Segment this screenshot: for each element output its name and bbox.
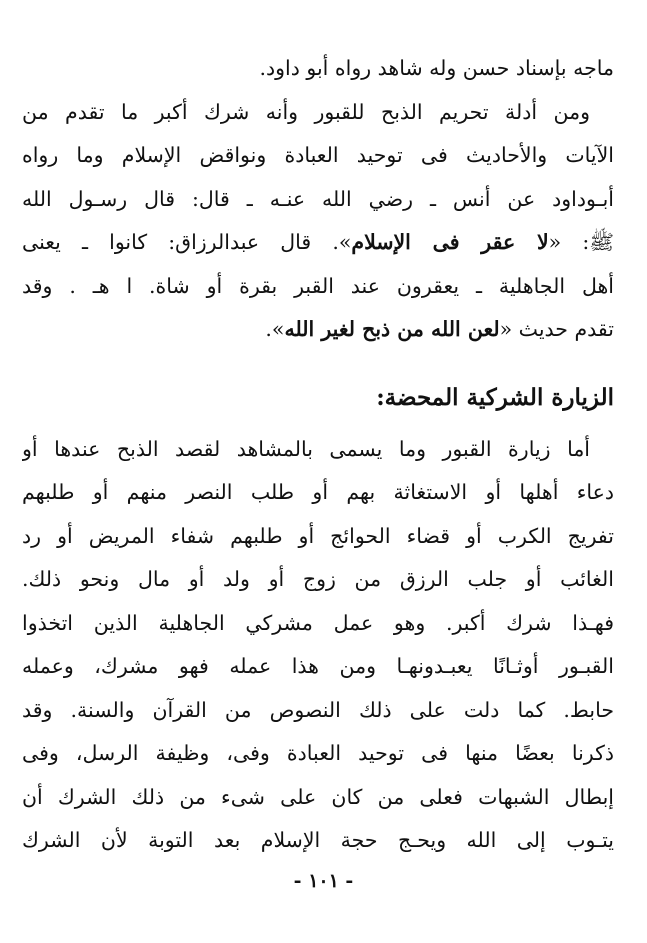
text-run: تقدم حديث « — [499, 317, 614, 341]
text-line: ماجه بإسناد حسن وله شاهد رواه أبو داود. — [259, 56, 614, 80]
salawat-mark: ﷺ: « — [548, 230, 614, 254]
text-line: أهل الجاهلية ـ يعقرون عند القبر بقرة أو شاة. ا هـ . وقد — [22, 274, 614, 298]
hadith-quote: لا عقر فى الإسلام — [351, 230, 549, 254]
text-line: حابط. كما دلت على ذلك النصوص من القرآن والسنة. وقد — [22, 698, 614, 722]
text-line: دعاء أهلها أو الاستغاثة بهم أو طلب النصر منهم أو طلبهم — [22, 480, 614, 504]
hadith-quote: لعن الله من ذبح لغير الله — [284, 317, 500, 341]
text-line: تفريج الكرب أو قضاء الحوائج أو طلبهم شفاء المريض أو رد — [22, 524, 614, 548]
text-line — [22, 314, 614, 348]
text-line: القبـور أوثـانًا يعبـدونهـا ومن هذا عمله فهو مشرك، وعمله — [22, 654, 614, 678]
text-line: أما زيارة القبور وما يسمى بالمشاهد لقصد الذبح عندها أو — [22, 437, 590, 461]
text-line: الغائب أو جلب الرزق من زوج أو ولد أو مال ونحو ذلك. — [22, 567, 614, 591]
section-heading: الزيارة الشركية المحضة: — [376, 384, 614, 411]
text-run: ». قال عبدالرزاق: كانوا ـ يعنى — [22, 230, 352, 254]
text-run: ». — [265, 317, 285, 341]
text-line: يتـوب إلى الله ويحـج حجة الإسلام بعد التوبة لأن الشرك — [22, 828, 614, 852]
text-line: فهـذا شرك أكبر. وهو عمل مشركي الجاهلية الذين اتخذوا — [22, 611, 614, 635]
page-number: - ١٠١ - — [293, 870, 354, 892]
text-line: ومن أدلة تحريم الذبح للقبور وأنه شرك أكبر ما تقدم من — [22, 100, 590, 124]
text-line: ذكرنا بعضًا منها فى توحيد العبادة وفى، وظيفة الرسل، وفى — [22, 741, 614, 765]
text-line: أبـوداود عن أنس ـ رضي الله عنـه ـ قال: قال رسـول الله — [22, 187, 614, 211]
text-line — [22, 227, 614, 261]
text-line: الآيات والأحاديث فى توحيد العبادة ونواقض الإسلام وما رواه — [22, 143, 614, 167]
text-line: إبطال الشبهات فعلى من كان على شىء من ذلك الشرك أن — [22, 785, 614, 809]
